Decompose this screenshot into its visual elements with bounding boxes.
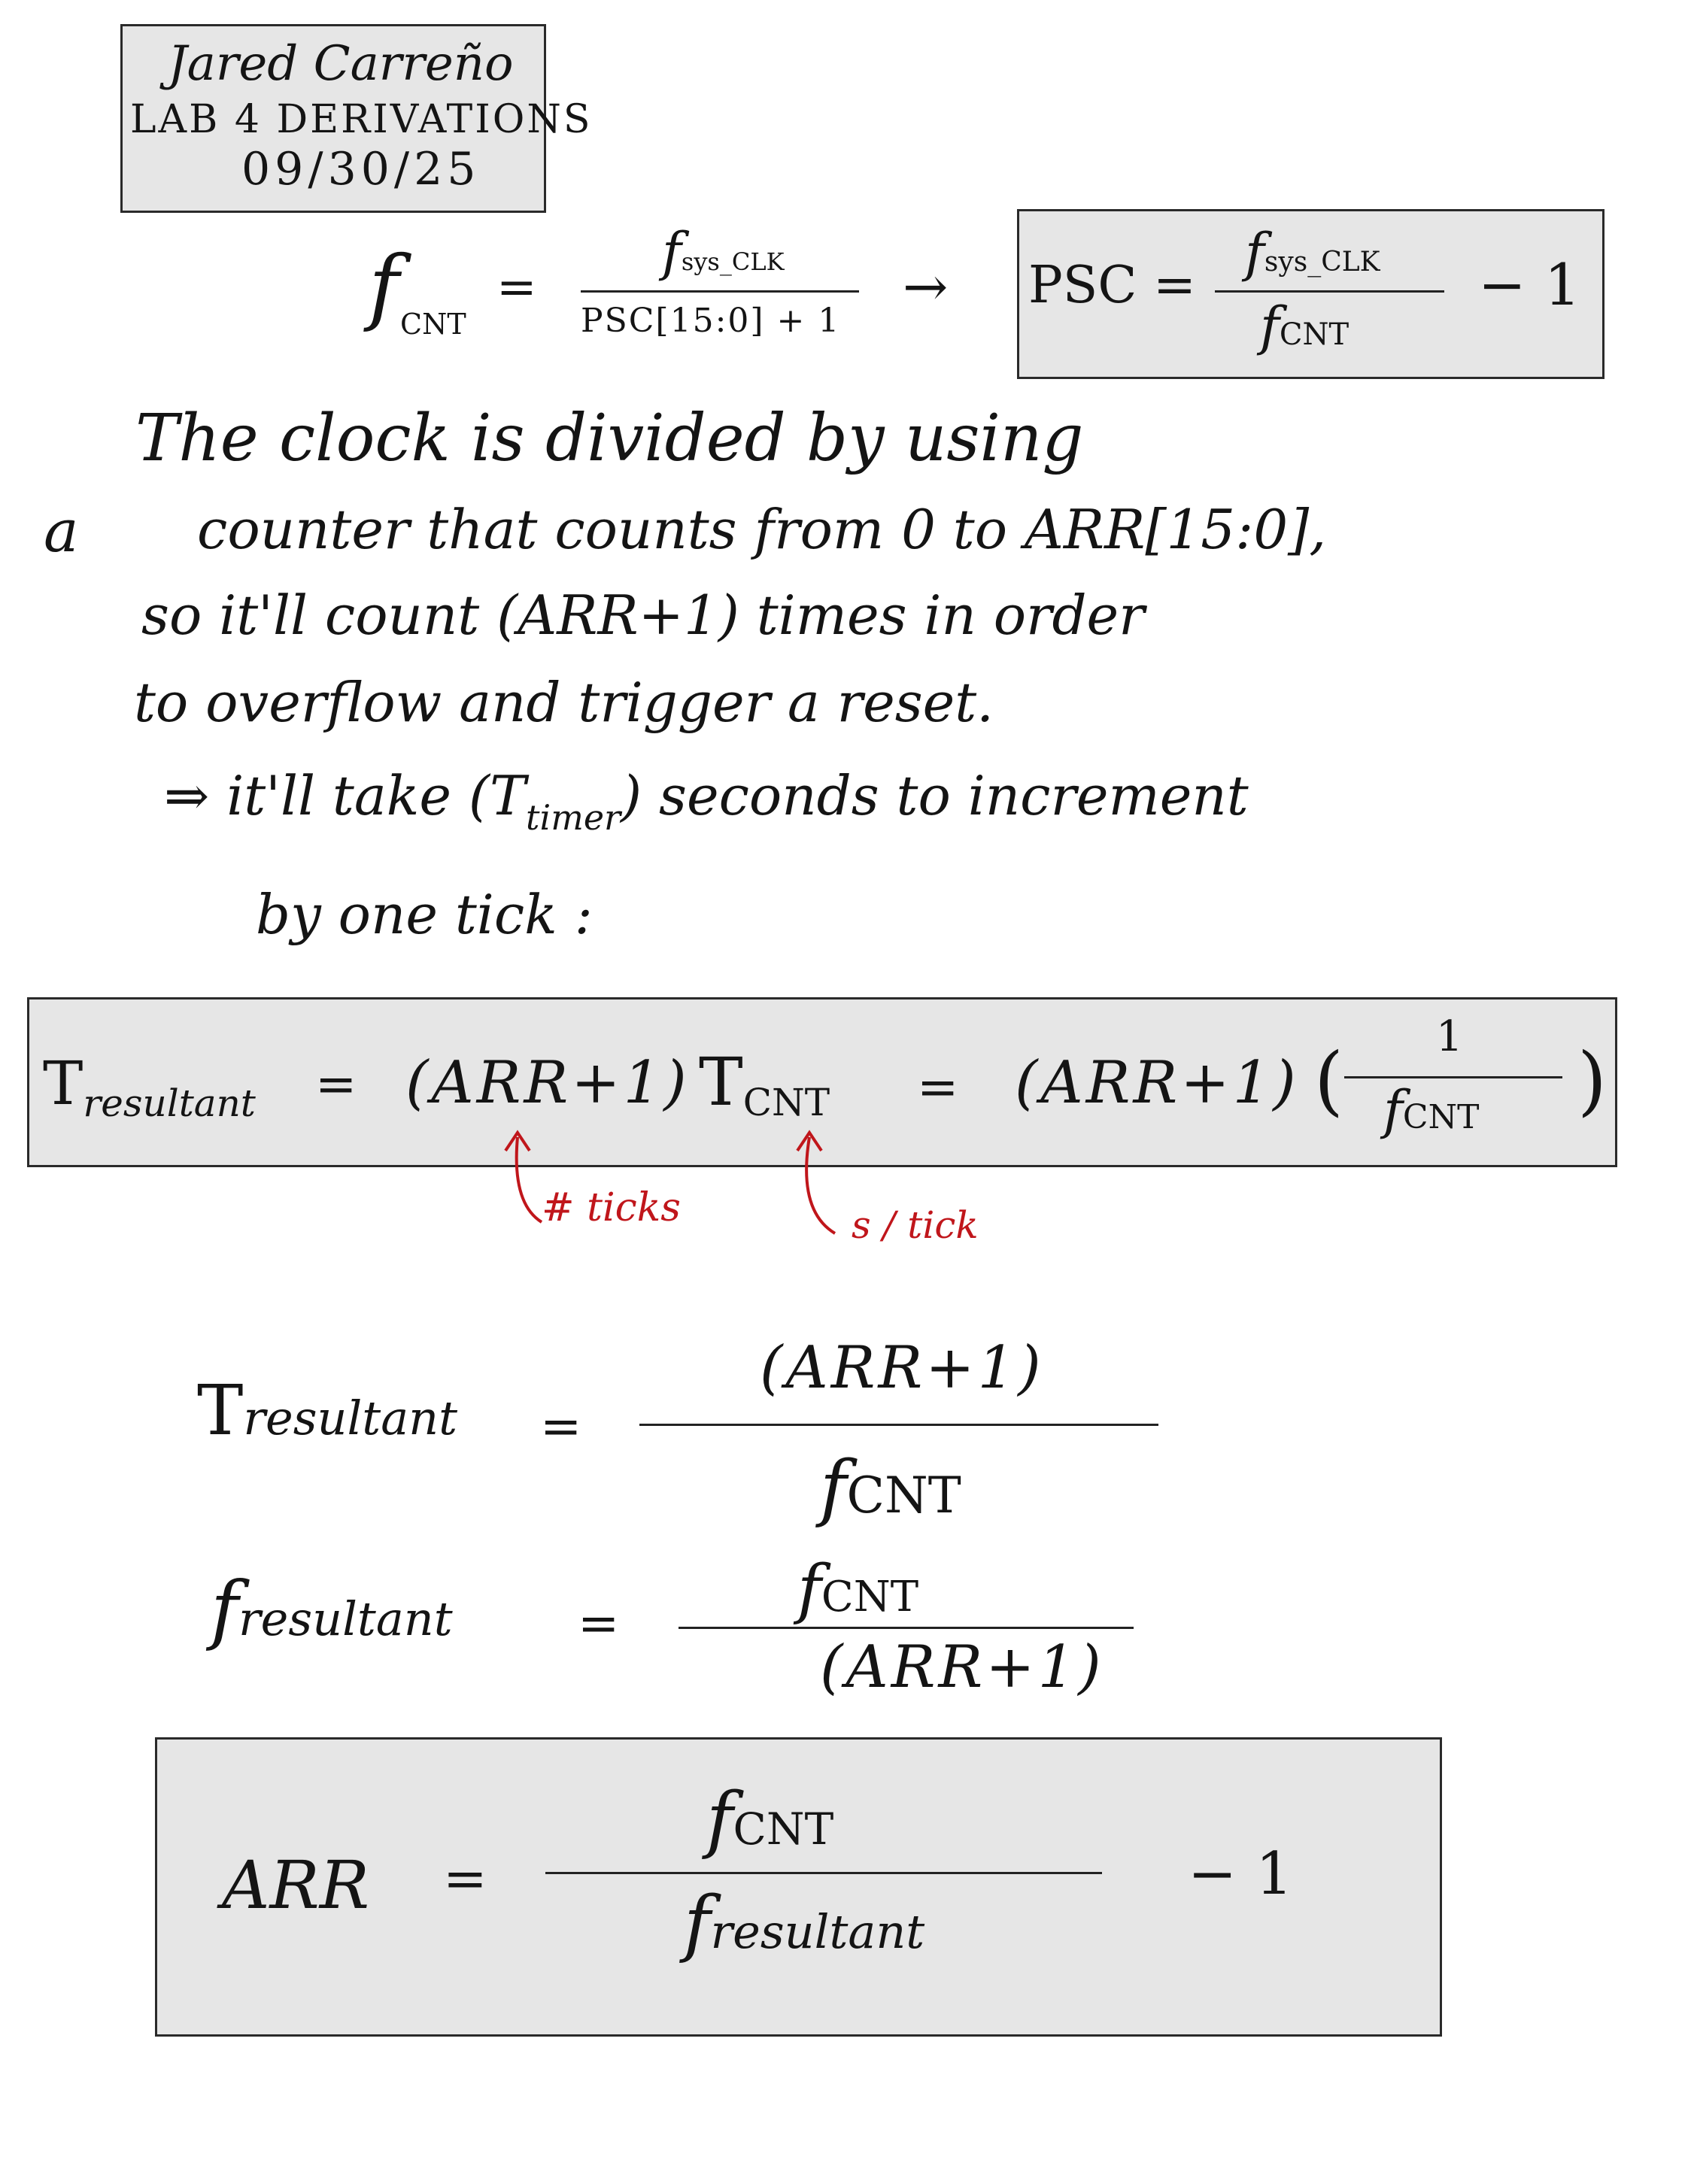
eq1-num-sub: sys_CLK bbox=[681, 247, 785, 276]
arr-den-f: f bbox=[684, 1881, 711, 1965]
arr-box bbox=[155, 1737, 1442, 2037]
arr-fraction-bar bbox=[545, 1872, 1102, 1874]
psc-num-sub: sys_CLK bbox=[1264, 247, 1380, 278]
lab-title: LAB 4 DERIVATIONS bbox=[130, 97, 593, 142]
para-line1: The clock is divided by using bbox=[135, 401, 1084, 476]
eqt-lhs bbox=[197, 1370, 458, 1451]
eqf-lhs-sub: resultant bbox=[238, 1591, 453, 1646]
arr-num-sub: CNT bbox=[733, 1803, 834, 1855]
tres-t: T bbox=[699, 1043, 743, 1121]
arr-equals: = bbox=[443, 1848, 487, 1909]
arr-den bbox=[684, 1881, 925, 1965]
arr-num-f: f bbox=[706, 1777, 733, 1861]
eqf-lhs-f: f bbox=[211, 1565, 239, 1653]
tres-paren-close: ) bbox=[1577, 1036, 1608, 1124]
arr-lhs: ARR bbox=[222, 1846, 370, 1924]
eq1-den: PSC[15:0] + 1 bbox=[581, 302, 841, 340]
annotation-per-tick: s / tick bbox=[852, 1203, 979, 1247]
eqf-fraction-bar bbox=[679, 1627, 1134, 1629]
eqt-num: (ARR+1) bbox=[760, 1334, 1044, 1402]
para-line5-b: ) seconds to increment bbox=[621, 764, 1249, 827]
eqt-lhs-T: T bbox=[197, 1370, 244, 1451]
psc-tail: − 1 bbox=[1478, 251, 1581, 318]
eqf-num-f: f bbox=[797, 1552, 821, 1627]
eq1-equals: = bbox=[496, 259, 537, 315]
tres-equals2: = bbox=[917, 1058, 959, 1116]
eqt-lhs-sub: resultant bbox=[243, 1391, 458, 1445]
psc-den-f: f bbox=[1260, 296, 1280, 357]
eqf-equals: = bbox=[578, 1594, 620, 1652]
psc-den-sub: CNT bbox=[1279, 317, 1349, 352]
para-line5-a: ⇒ it'll take (T bbox=[164, 764, 527, 827]
eq1-num-f: f bbox=[662, 221, 682, 283]
author-name: Jared Carreño bbox=[168, 36, 514, 92]
tres-rhs: (ARR+1) bbox=[1015, 1049, 1299, 1117]
eqf-num-sub: CNT bbox=[821, 1573, 919, 1621]
annotation-ticks: # ticks bbox=[542, 1185, 681, 1230]
tres-lhs-sub: resultant bbox=[83, 1081, 256, 1125]
eq1-lhs: f bbox=[369, 238, 399, 334]
arr-num bbox=[706, 1777, 834, 1861]
eqt-equals: = bbox=[540, 1397, 582, 1455]
eqf-num bbox=[797, 1552, 919, 1627]
para-line2-b: counter that counts from 0 to ARR[15:0], bbox=[197, 498, 1327, 561]
para-line6: by one tick : bbox=[256, 883, 593, 946]
tres-paren-open: ( bbox=[1314, 1036, 1344, 1124]
eq1-lhs-sub: CNT bbox=[400, 308, 466, 341]
para-line3: so it'll count (ARR+1) times in order bbox=[141, 584, 1145, 647]
eq1-arrow: → bbox=[903, 255, 949, 318]
eqt-den bbox=[820, 1445, 961, 1530]
para-line2-a: a bbox=[44, 498, 79, 566]
tres-num: 1 bbox=[1436, 1012, 1463, 1061]
psc-lhs: PSC = bbox=[1028, 256, 1196, 315]
arr-den-sub: resultant bbox=[710, 1904, 925, 1959]
eqt-den-sub: CNT bbox=[846, 1467, 961, 1524]
tres-lhs-T: T bbox=[43, 1048, 83, 1118]
per-tick-arrow bbox=[806, 1137, 835, 1233]
para-line5-sub: timer bbox=[526, 797, 621, 838]
arr-tail: − 1 bbox=[1188, 1840, 1293, 1908]
eqt-den-f: f bbox=[820, 1445, 847, 1530]
tres-mid: (ARR+1) bbox=[405, 1049, 690, 1117]
eqf-den: (ARR+1) bbox=[820, 1633, 1104, 1701]
eqt-fraction-bar bbox=[639, 1424, 1158, 1426]
psc-num-f: f bbox=[1245, 222, 1264, 284]
tres-den-sub: CNT bbox=[1402, 1098, 1480, 1136]
tres-den-f: f bbox=[1383, 1079, 1403, 1141]
para-line4: to overflow and trigger a reset. bbox=[134, 671, 994, 734]
tres-t-sub: CNT bbox=[742, 1081, 830, 1124]
date: 09/30/25 bbox=[241, 143, 481, 196]
tres-equals: = bbox=[315, 1055, 357, 1113]
eqf-lhs bbox=[211, 1565, 453, 1653]
